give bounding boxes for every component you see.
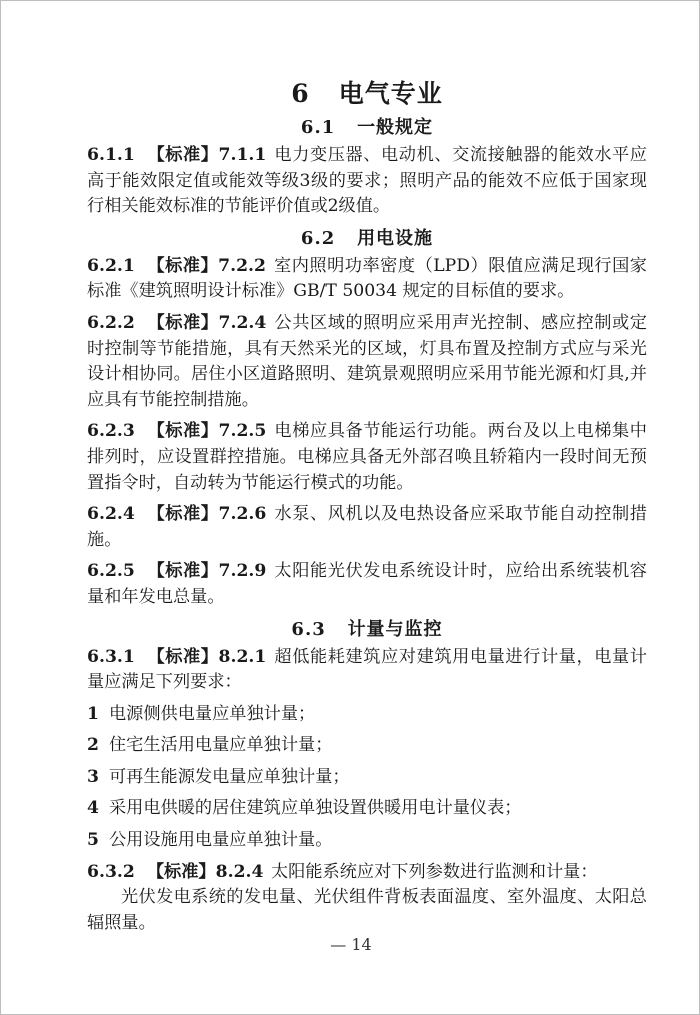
clause-ref: 7.1.1 [218,145,267,165]
chapter-number: 6 [291,79,310,108]
section-number: 6.2 [300,227,336,249]
clause-tag: 【标准】 [146,861,216,882]
clause-sub-paragraph: 光伏发电系统的发电量、光伏组件背板表面温度、室外温度、太阳总辐照量。 [87,887,647,933]
clause [87,645,647,696]
clause [87,311,647,413]
clause-tag: 【标准】 [146,421,219,442]
clause-id: 6.3.1 [87,646,135,667]
clause [87,254,647,305]
clause-id: 6.1.1 [87,145,135,165]
list-item-text: 电源侧供电量应单独计量； [108,703,316,724]
list-item-text: 可再生能源发电量应单独计量； [108,766,350,787]
clause-tag: 【标准】 [146,504,219,525]
clause-ref: 8.2.1 [218,646,267,667]
list-item [87,796,647,822]
clause [87,143,647,220]
list-item-text: 采用电供暖的居住建筑应单独设置供暖用电计量仪表； [108,798,522,819]
section-name: 计量与监控 [347,618,443,640]
clause-tag: 【标准】 [146,255,219,276]
section-title [87,226,647,252]
clause [87,419,647,496]
clause [87,502,647,553]
section-name: 一般规定 [357,117,434,138]
clause-id: 6.3.2 [87,861,135,882]
clause-tag: 【标准】 [146,312,219,333]
page-content [87,71,647,936]
list-item-number: 4 [87,798,99,819]
clause-tag: 【标准】 [146,145,219,165]
clause-id: 6.2.5 [87,561,135,582]
clause [87,860,647,886]
clause-id: 6.2.4 [87,504,135,525]
section-number: 6.3 [291,618,326,640]
clause-text: 太阳能光伏发电系统设计时，应给出系统装机容量和年发电总量。 [87,561,647,607]
section-title [87,115,647,141]
clause-id: 6.2.3 [87,421,135,442]
clause [87,559,647,610]
clause-text: 公共区域的照明应采用声光控制、感应控制或定时控制等节能措施，具有天然采光的区域，灯具布置及控制方式应与采光设计相协同。居住小区道路照明、建筑景观照明应采用节能光源和灯具,并应具有节能控制措施。 [87,312,647,410]
list-item-number: 1 [87,703,99,724]
clause-tag: 【标准】 [146,561,219,582]
section-number: 6.1 [300,117,336,138]
list-item [87,702,647,728]
clause-ref: 8.2.4 [215,861,264,882]
section-name: 用电设施 [357,227,434,249]
clause-text: 电梯应具备节能运行功能。两台及以上电梯集中排列时，应设置群控措施。电梯应具备无外部召唤且轿箱内一段时间无预置指令时，自动转为节能运行模式的功能。 [87,421,647,493]
chapter-name: 电气专业 [338,79,443,108]
list-item [87,765,647,791]
clause-text: 超低能耗建筑应对建筑用电量进行计量，电量计量应满足下列要求： [87,646,647,693]
list-item-number: 5 [87,830,99,851]
clause-text: 室内照明功率密度（LPD）限值应满足现行国家标准《建筑照明设计标准》GB/T 50034 规定的目标值的要求。 [87,255,647,302]
section-title [87,617,647,643]
clause-id: 6.2.1 [87,255,135,276]
clause-ref: 7.2.4 [218,312,267,333]
list-item [87,828,647,854]
page-number: — 14 [330,935,372,954]
clause-ref: 7.2.2 [218,255,267,276]
clause-ref: 7.2.9 [218,561,267,582]
clause-text: 水泵、风机以及电热设备应采取节能自动控制措施。 [87,504,647,550]
list-item-number: 3 [87,766,99,787]
clause-text: 太阳能系统应对下列参数进行监测和计量： [270,861,598,882]
list-item-text: 住宅生活用电量应单独计量； [108,735,333,756]
clause-ref: 7.2.5 [218,421,267,442]
chapter-title [87,77,647,111]
list-item-text: 公用设施用电量应单独计量。 [108,830,333,851]
clause-ref: 7.2.6 [218,504,267,525]
clause-text: 电力变压器、电动机、交流接触器的能效水平应高于能效限定值或能效等级3级的要求；照明产品的能效不应低于国家现行相关能效标准的节能评价值或2级值。 [87,145,647,217]
clause-tag: 【标准】 [146,646,219,667]
clause-id: 6.2.2 [87,312,135,333]
list-item-number: 2 [87,735,99,756]
list-item [87,733,647,759]
